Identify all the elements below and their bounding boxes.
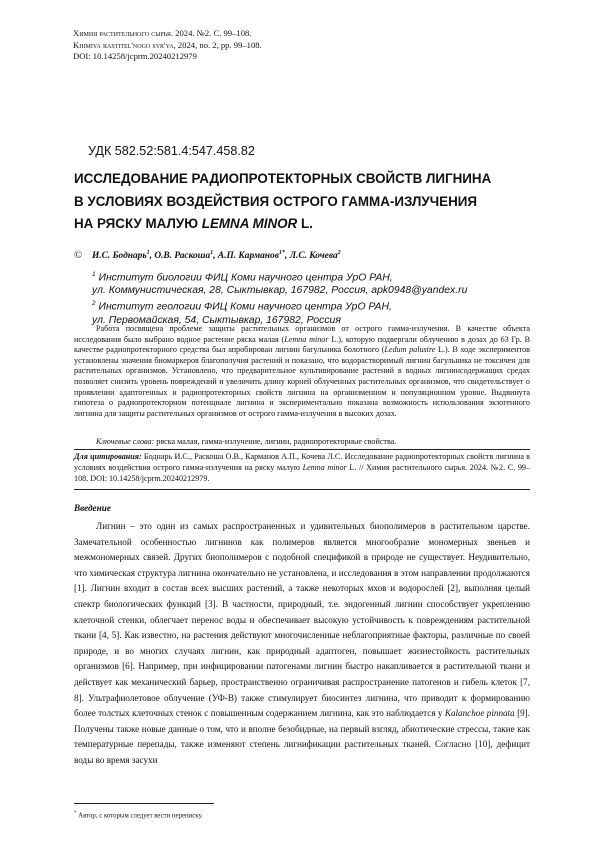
author-raskosha: , О.В. Раскоша	[149, 251, 211, 262]
footnote: * Автор, с которым следует вести переписку.	[74, 811, 203, 820]
journal-citation-en: Khimiya rastitel'nogo syr'ya, 2024, no. 2, pp. 99–108.	[73, 39, 262, 50]
citation-box: Для цитирования: Боднарь И.С., Раскоша О.В., Карманов А.П., Кочева Л.С. Исследование радиопротекторных свойств лигнина в условиях воздействия острого гамма-излучения на ряску малую Lemna minor L. // Химия растительного сырья. 2024. №2. С. 99–108. DOI: 10.14258/jcprm.20240212979.	[74, 449, 530, 490]
author-kocheva: , Л.С. Кочева	[284, 251, 338, 262]
copyright-symbol: ©	[74, 250, 82, 261]
footnote-divider	[74, 803, 214, 804]
journal-citation-ru: Химия растительного сырья. 2024. №2. С. 99–108.	[73, 28, 252, 38]
citation-label: Для цитирования:	[74, 452, 142, 461]
udc-code: УДК 582.52:581.4:547.458.82	[88, 144, 255, 158]
keywords	[96, 437, 396, 448]
body-text: Лигнин – это один из самых распространенных и удивительных биополимеров в растительном царстве. Замечательной особенностью лигнинов как полимеров является многообразие мономерных звеньев и межмономерных связей. Других биополимеров с подобной спецификой в природе не существует. Неудивительно, что химическая структура лигнина окончательно не установлена, и исследования в этом направлении продолжаются [1]. Лигнин входит в состав всех высших растений, а также некоторых мхов и водорослей [2], выполняя целый спектр биологических функций [3]. В частности, природный, т.е. эндогенный лигнин способствует укреплению клеточной стенки, облегчает перенос воды и обеспечивает высокую устойчивость к повреждениям растительной ткани [4, 5]. Как известно, на растения действуют многочисленные неблагоприятные факторы, различные по своей природе, и во многих случаях лигнин, как природный адаптоген, повышает жизнестойкость растительных организмов [6]. Например, при инфицировании патогенами лигнин быстро накапливается в растительной ткани и действует как механический барьер, пространственно ограничивая распространение патогенов и гибель клеток [7, 8]. Ультрафиолетовое облучение (УФ-В) также стимулирует биосинтез лигнина, что приводит к формированию более толстых клеточных стенок с повышенным содержанием лигнина, как это наблюдается у Kalanchoe pinnata [9]. Получены также новые данные о том, что и вполне безобидные, на первый взгляд, абиотические стрессы, такие как температурные перепады, также изменяют степень лигнификации растительных тканей. Согласно [10], дефицит воды во время засухи	[74, 521, 531, 765]
author-list: И.С. Боднарь$^1$, О.В. Раскоша$^1$, А.П. Карманов$^{1*}$, Л.С. Кочева$^2$	[92, 250, 341, 262]
keywords-text: ряска малая, гамма-излучение, лигнин, радиопротекторные свойства.	[154, 437, 397, 446]
affiliation-2-address: ул. Первомайская, 54, Сыктывкар, 167982, Россия	[92, 314, 341, 326]
keywords-label: Ключевые слова:	[96, 437, 155, 446]
abstract: Работа посвящена проблеме защиты растительных организмов от острого гамма-излучения. В качестве объекта исследования было выбрано водное растение ряска малая (Lemna minor L.), которую подвергали облучению в дозах до 63 Гр. В качестве радиопротекторного средства был апробирован лигнин багульника болотного (Ledum palustre L.). В ходе экспериментов установлены значения биомаркеров благополучия растений и показано, что водорастворимый лигнин багульника не токсичен для растительных организмов. Установлено, что предварительное культивирование растений в водных лигнинсодержащих средах позволяет снизить уровень повреждений и увеличить длину корней облученных растительных организмов, что свидетельствует о проявлении адаптогенных и радиопротекторных свойств лигнина на организменном и популяционном уровне. Выдвинута гипотеза о радиопротекторном потенциале лигнина и экспериментально показана возможность использования экзогенного лигнина для защиты растительных организмов от острого гамма-излучения в высоких дозах.	[74, 324, 531, 418]
affiliations	[92, 268, 532, 327]
journal-doi[interactable]: DOI: 10.14258/jcprm.20240212979	[73, 51, 197, 61]
article-title	[74, 168, 544, 236]
title-latin-name: LEMNA MINOR	[201, 216, 298, 231]
affiliation-1-address[interactable]: ул. Коммунистическая, 28, Сыктывкар, 167982, Россия, apk0948@yandex.ru	[92, 285, 468, 297]
author-karmanov: , А.П. Карманов	[213, 251, 279, 262]
title-line-1: ИССЛЕДОВАНИЕ РАДИОПРОТЕКТОРНЫХ СВОЙСТВ ЛИГНИНА	[74, 171, 492, 186]
affiliation-1: $^1$ Институт биологии ФИЦ Коми научного центра УрО РАН,	[92, 271, 393, 284]
author-bodnar: И.С. Боднарь	[92, 251, 147, 262]
section-title-introduction: Введение	[74, 503, 111, 513]
journal-header	[73, 28, 262, 63]
title-line-2: В УСЛОВИЯХ ВОЗДЕЙСТВИЯ ОСТРОГО ГАММА-ИЗЛУЧЕНИЯ	[74, 193, 478, 209]
affiliation-2: $^2$ Институт геологии ФИЦ Коми научного центра УрО РАН,	[92, 300, 392, 313]
title-line-3: НА РЯСКУ МАЛУЮ LEMNA MINOR L.	[74, 216, 313, 231]
